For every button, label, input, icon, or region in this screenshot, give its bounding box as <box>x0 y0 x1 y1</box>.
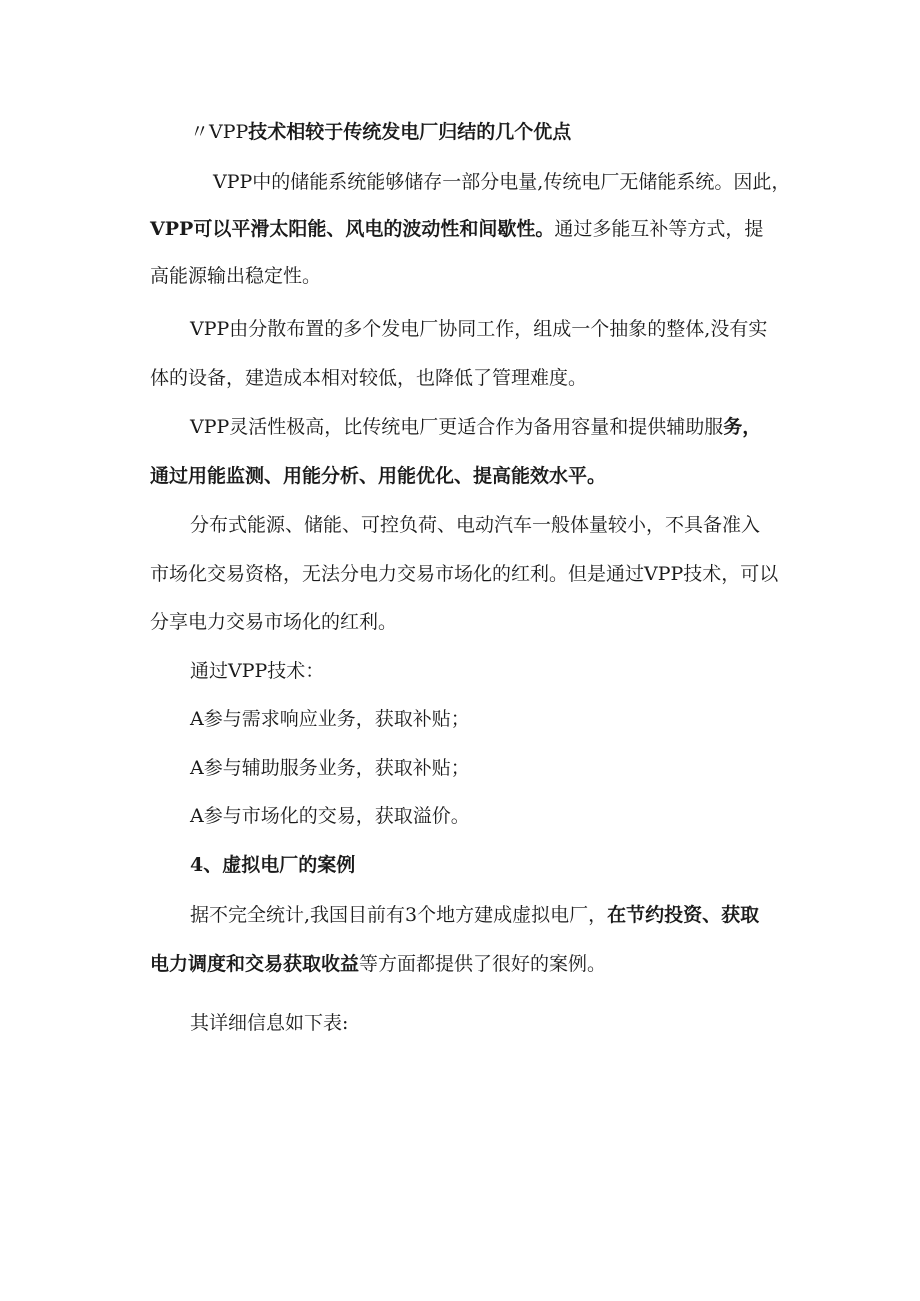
paragraph-1-emphasis: VPP可以平滑太阳能、风电的波动性和间歇性。 <box>150 218 555 240</box>
paragraph-5-line-2-rest: 等方面都提供了很好的案例。 <box>359 953 607 975</box>
heading-text: 技术相较于传统发电厂归结的几个优点 <box>248 121 572 143</box>
paragraph-2-line-1: VPP由分散布置的多个发电厂协同工作，组成一个抽象的整体,没有实 <box>190 318 768 340</box>
paragraph-5-line-1 <box>190 903 759 927</box>
section-4-title: 4、虚拟电厂的案例 <box>190 854 356 876</box>
paragraph-2-line-2: 体的设备，建造成本相对较低，也降低了管理难度。 <box>150 367 588 389</box>
list-item-2: A参与辅助服务业务，获取补贴； <box>190 757 470 779</box>
paragraph-5-line-2 <box>150 952 606 976</box>
paragraph-3-line-1-text: VPP灵活性极高，比传统电厂更适合作为备用容量和提供辅助服 <box>190 416 724 438</box>
paragraph-1-line-2-rest: 通过多能互补等方式，提 <box>554 218 764 240</box>
paragraph-1-line-3: 高能源输出稳定性。 <box>150 265 322 287</box>
paragraph-4-line-3: 分享电力交易市场化的红利。 <box>150 611 398 633</box>
paragraph-4-line-2: 市场化交易资格，无法分电力交易市场化的红利。但是通过VPP技术，可以 <box>150 563 779 585</box>
section-heading <box>190 120 571 144</box>
paragraph-5-line-2-emphasis: 电力调度和交易获取收益 <box>150 953 360 975</box>
paragraph-6: 其详细信息如下表: <box>190 1012 349 1034</box>
list-item-1: A参与需求响应业务，获取补贴； <box>190 708 470 730</box>
list-intro: 通过VPP技术： <box>190 660 325 682</box>
paragraph-5-line-1-text: 据不完全统计,我国目前有3个地方建成虚拟电厂， <box>190 904 608 926</box>
heading-prefix: 〃VPP <box>190 121 249 143</box>
paragraph-5-line-1-emphasis: 在节约投资、获取 <box>607 904 760 926</box>
paragraph-1-line-2 <box>150 217 763 241</box>
paragraph-3-line-1-emphasis: 务， <box>723 416 762 438</box>
paragraph-4-line-1: 分布式能源、储能、可控负荷、电动汽车一般体量较小，不具备准入 <box>190 514 761 536</box>
list-item-3: A参与市场化的交易，获取溢价。 <box>190 805 470 827</box>
paragraph-1-line-1: VPP中的储能系统能够储存一部分电量,传统电厂无储能系统。因此， <box>213 171 791 193</box>
paragraph-3-line-1 <box>190 415 761 439</box>
paragraph-3-line-2: 通过用能监测、用能分析、用能优化、提高能效水平。 <box>150 465 607 487</box>
